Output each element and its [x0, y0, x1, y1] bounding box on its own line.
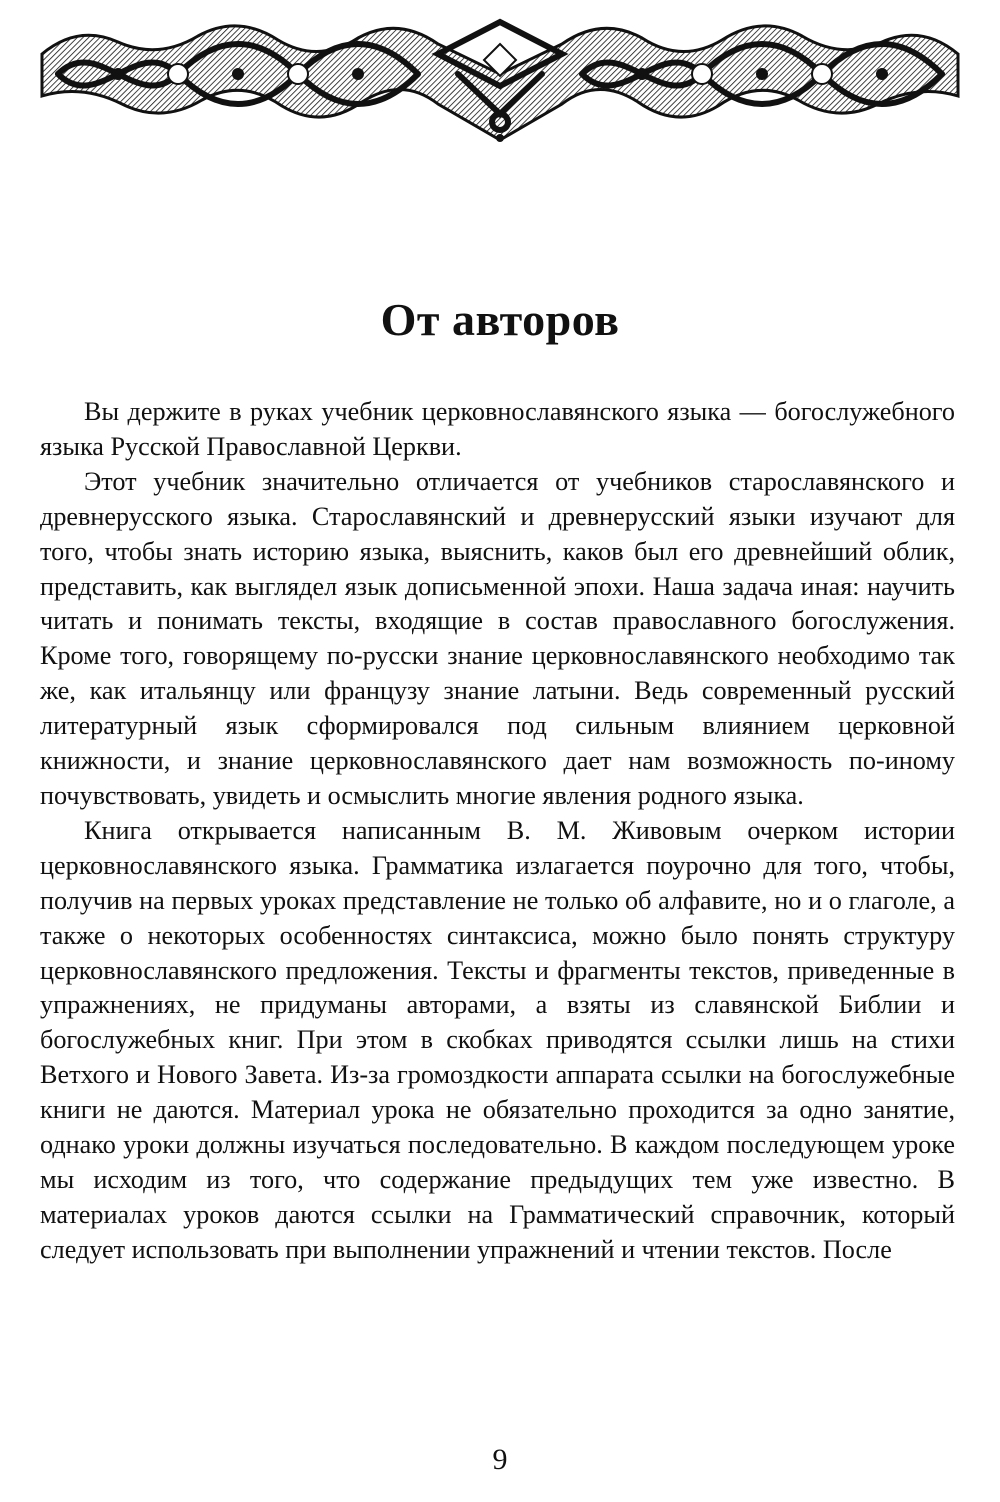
- body-text: [40, 395, 955, 1268]
- page-title: От авторов: [380, 294, 620, 345]
- paragraph: Вы держите в руках учебник церковнославянского языка — богослужебного языка Русской Православной Церкви.: [40, 397, 955, 461]
- interlace-ornament-icon: [38, 14, 962, 144]
- page-number: 9: [492, 1443, 508, 1476]
- paragraph: Этот учебник значительно отличается от учебников старославянского и древнерусского языка. Старославянский и древнерусский языки изучают для того, чтобы знать историю языка, выяснить, каков был его древнейший облик, представить, как выглядел язык дописьменной эпохи. Наша задача иная: научить читать и понимать тексты, входящие в состав православного богослужения. Кроме того, говорящему по-русски знание церковнославянского необходимо так же, как итальянцу или французу знание латыни. Ведь современный русский литературный язык сформировался под сильным влиянием церковной книжности, и знание церковнославянского дает нам возможность по-иному почувствовать, увидеть и осмыслить многие явления родного языка.: [40, 466, 955, 810]
- paragraph: Книга открывается написанным В. М. Живовым очерком истории церковнославянского языка. Грамматика излагается поурочно для того, чтобы, получив на первых уроках представление не только об алфавите, но и о глаголе, а также о некоторых особенностях синтаксиса, можно было понять структуру церковнославянского предложения. Тексты и фрагменты текстов, приведенные в упражнениях, не придуманы авторами, а взяты из славянской Библии и богослужебных книг. При этом в скобках приводятся ссылки лишь на стихи Ветхого и Нового Завета. Из-за громоздкости аппарата ссылки на богослужебные книги не даются. Материал урока не обязательно проходится за одно занятие, однако уроки должны изучаться последовательно. В каждом последующем уроке мы исходим из того, что содержание предыдущих тем уже известно. В материалах уроков даются ссылки на Грамматический справочник, который следует использовать при выполнении упражнений и чтении текстов. После: [40, 815, 955, 1264]
